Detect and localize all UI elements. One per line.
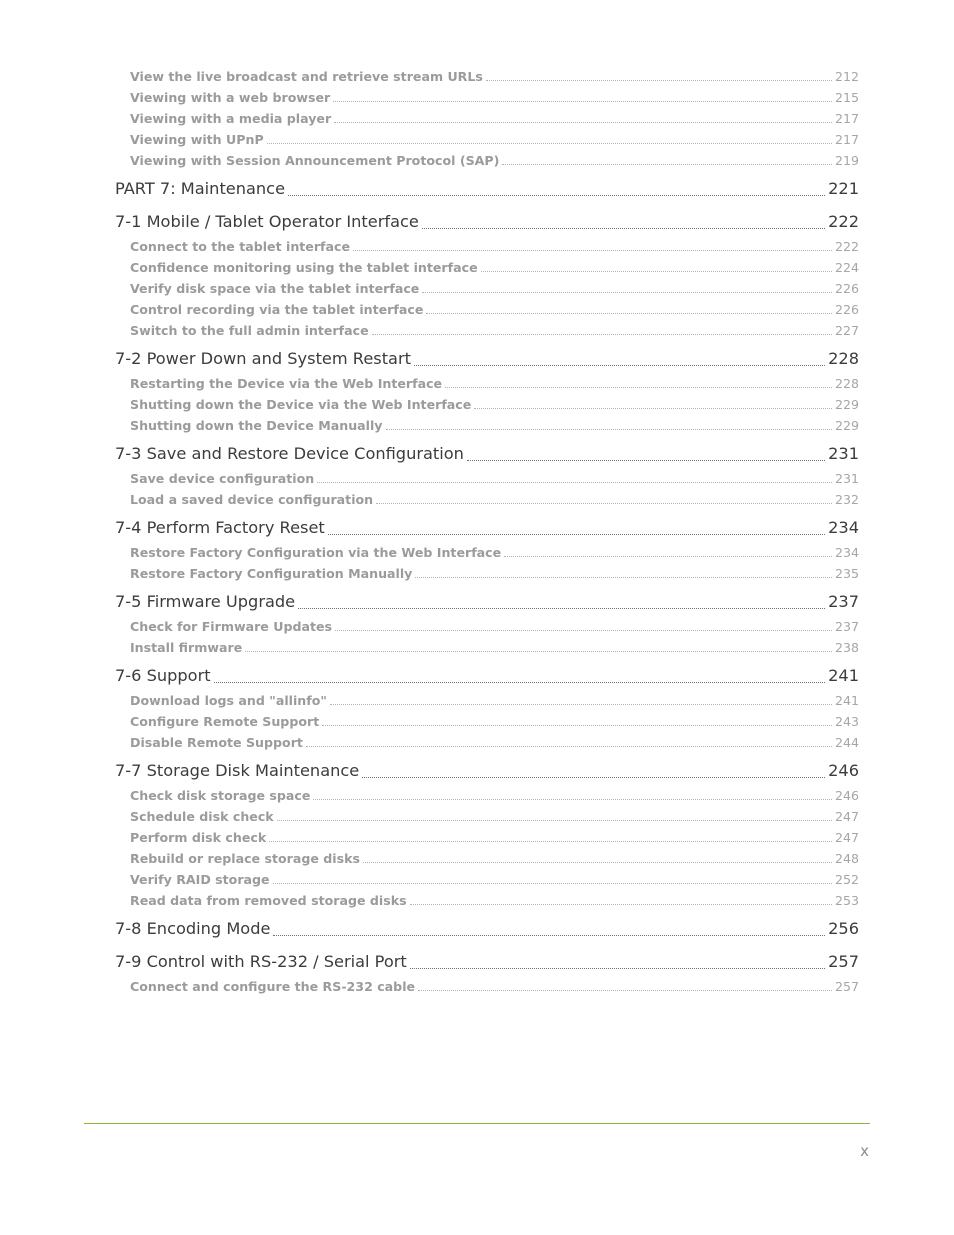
toc-entry-title: 7-3 Save and Restore Device Configuration [115,444,464,463]
toc-subsection-entry[interactable] [115,87,859,108]
dot-leader [288,172,825,205]
dot-leader [317,468,832,489]
dot-leader [328,511,825,544]
toc-subsection-entry[interactable] [115,489,859,510]
toc-subsection-entry[interactable] [115,299,859,320]
dot-leader [386,415,832,436]
toc-section-entry[interactable] [115,754,859,787]
dot-leader [335,616,832,637]
toc-entry-title: Read data from removed storage disks [130,893,407,908]
toc-entry-title: Check disk storage space [130,788,311,803]
toc-entry-page-number: 257 [828,952,859,971]
dot-leader [474,394,832,415]
dot-leader [415,563,832,584]
toc-section-entry[interactable] [115,912,859,945]
dot-leader [214,659,826,692]
toc-subsection-entry[interactable] [115,732,859,753]
toc-subsection-entry[interactable] [115,616,859,637]
toc-entry-title: View the live broadcast and retrieve stream URLs [130,69,483,84]
toc-entry-title: Check for Firmware Updates [130,619,333,634]
toc-entry-title: 7-2 Power Down and System Restart [115,349,411,368]
toc-entry-title: Save device configuration [130,471,315,486]
toc-subsection-entry[interactable] [115,637,859,658]
toc-entry-page-number: 227 [834,323,859,338]
toc-section-entry[interactable] [115,511,859,544]
toc-entry-title: Load a saved device configuration [130,492,374,507]
toc-entry-page-number: 237 [828,592,859,611]
dot-leader [486,66,832,87]
toc-entry-page-number: 219 [834,153,859,168]
toc-entry-page-number: 226 [834,281,859,296]
toc-entry-page-number: 248 [834,851,859,866]
dot-leader [277,806,832,827]
dot-leader [267,129,832,150]
toc-entry-page-number: 212 [834,69,859,84]
toc-entry-title: Control recording via the tablet interface [130,302,424,317]
dot-leader [467,437,825,470]
dot-leader [504,542,832,563]
toc-entry-title: Restore Factory Configuration Manually [130,566,413,581]
dot-leader [298,585,825,618]
toc-entry-title: 7-1 Mobile / Tablet Operator Interface [115,212,419,231]
toc-entry-page-number: 237 [834,619,859,634]
toc-entry-page-number: 232 [834,492,859,507]
dot-leader [481,257,832,278]
toc-entry-title: 7-4 Perform Factory Reset [115,518,325,537]
toc-entry-page-number: 252 [834,872,859,887]
dot-leader [245,637,832,658]
toc-entry-page-number: 217 [834,132,859,147]
toc-entry-page-number: 235 [834,566,859,581]
dot-leader [422,278,832,299]
toc-entry-title: Viewing with UPnP [130,132,264,147]
dot-leader [363,848,832,869]
toc-entry-title: Schedule disk check [130,809,274,824]
dot-leader [376,489,832,510]
toc-entry-page-number: 241 [834,693,859,708]
toc-entry-page-number: 228 [828,349,859,368]
toc-subsection-entry[interactable] [115,320,859,341]
dot-leader [306,732,832,753]
dot-leader [418,976,832,997]
toc-subsection-entry[interactable] [115,468,859,489]
toc-entry-page-number: 229 [834,397,859,412]
dot-leader [353,236,832,257]
toc-entry-title: Install firmware [130,640,243,655]
toc-section-entry[interactable] [115,172,859,205]
toc-entry-page-number: 243 [834,714,859,729]
dot-leader [414,342,825,375]
toc-subsection-entry[interactable] [115,976,859,997]
toc-subsection-entry[interactable] [115,236,859,257]
dot-leader [362,754,825,787]
page-number: x [860,1142,869,1160]
toc-subsection-entry[interactable] [115,890,859,911]
toc-entry-page-number: 224 [834,260,859,275]
footer-divider [84,1123,870,1124]
dot-leader [334,108,832,129]
toc-entry-title: Shutting down the Device via the Web Interface [130,397,472,412]
toc-entry-page-number: 222 [828,212,859,231]
toc-subsection-entry[interactable] [115,278,859,299]
toc-section-entry[interactable] [115,585,859,618]
toc-entry-page-number: 231 [834,471,859,486]
dot-leader [269,827,832,848]
toc-subsection-entry[interactable] [115,785,859,806]
dot-leader [426,299,832,320]
toc-entry-page-number: 217 [834,111,859,126]
toc-section-entry[interactable] [115,205,859,238]
toc-entry-page-number: 247 [834,809,859,824]
dot-leader [273,912,825,945]
toc-entry-title: Restarting the Device via the Web Interface [130,376,443,391]
toc-subsection-entry[interactable] [115,542,859,563]
toc-subsection-entry[interactable] [115,563,859,584]
toc-entry-page-number: 256 [828,919,859,938]
toc-entry-page-number: 246 [828,761,859,780]
toc-entry-title: Viewing with a web browser [130,90,331,105]
toc-subsection-entry[interactable] [115,690,859,711]
toc-entry-title: Configure Remote Support [130,714,320,729]
toc-entry-title: Verify RAID storage [130,872,270,887]
toc-entry-page-number: 228 [834,376,859,391]
toc-entry-page-number: 215 [834,90,859,105]
toc-subsection-entry[interactable] [115,394,859,415]
dot-leader [445,373,832,394]
toc-entry-page-number: 257 [834,979,859,994]
toc-entry-page-number: 234 [834,545,859,560]
toc-entry-page-number: 247 [834,830,859,845]
toc-entry-page-number: 234 [828,518,859,537]
toc-entry-title: Verify disk space via the tablet interface [130,281,420,296]
toc-section-entry[interactable] [115,945,859,978]
dot-leader [273,869,832,890]
toc-entry-page-number: 241 [828,666,859,685]
toc-entry-page-number: 231 [828,444,859,463]
toc-entry-title: 7-6 Support [115,666,211,685]
dot-leader [322,711,832,732]
toc-subsection-entry[interactable] [115,66,859,87]
toc-entry-title: Connect to the tablet interface [130,239,351,254]
toc-subsection-entry[interactable] [115,108,859,129]
toc-subsection-entry[interactable] [115,711,859,732]
toc-entry-title: Connect and configure the RS-232 cable [130,979,416,994]
toc-entry-title: Download logs and "allinfo" [130,693,327,708]
toc-subsection-entry[interactable] [115,827,859,848]
toc-entry-title: 7-9 Control with RS-232 / Serial Port [115,952,407,971]
toc-subsection-entry[interactable] [115,806,859,827]
dot-leader [330,690,832,711]
toc-entry-title: Restore Factory Configuration via the Web Interface [130,545,502,560]
toc-entry-title: Perform disk check [130,830,267,845]
toc-entry-title: 7-7 Storage Disk Maintenance [115,761,360,780]
toc-entry-title: Disable Remote Support [130,735,303,750]
toc-entry-title: Rebuild or replace storage disks [130,851,360,866]
dot-leader [410,945,825,978]
toc-entry-page-number: 253 [834,893,859,908]
toc-entry-page-number: 229 [834,418,859,433]
toc-entry-page-number: 222 [834,239,859,254]
toc-entry-title: 7-5 Firmware Upgrade [115,592,296,611]
toc-subsection-entry[interactable] [115,848,859,869]
dot-leader [410,890,832,911]
toc-entry-title: Switch to the full admin interface [130,323,369,338]
dot-leader [333,87,832,108]
toc-entry-title: 7-8 Encoding Mode [115,919,271,938]
toc-entry-page-number: 238 [834,640,859,655]
toc-entry-page-number: 244 [834,735,859,750]
toc-entry-page-number: 226 [834,302,859,317]
toc-entry-title: Viewing with a media player [130,111,332,126]
dot-leader [313,785,832,806]
toc-section-entry[interactable] [115,437,859,470]
dot-leader [422,205,825,238]
toc-entry-title: Confidence monitoring using the tablet interface [130,260,478,275]
toc-subsection-entry[interactable] [115,415,859,436]
toc-entry-title: Shutting down the Device Manually [130,418,383,433]
toc-subsection-entry[interactable] [115,373,859,394]
toc-entry-page-number: 221 [828,179,859,198]
toc-subsection-entry[interactable] [115,129,859,150]
toc-section-entry[interactable] [115,659,859,692]
dot-leader [372,320,832,341]
toc-subsection-entry[interactable] [115,150,859,171]
toc-subsection-entry[interactable] [115,257,859,278]
toc-entry-title: Viewing with Session Announcement Protocol (SAP) [130,153,500,168]
toc-section-entry[interactable] [115,342,859,375]
dot-leader [502,150,832,171]
toc-subsection-entry[interactable] [115,869,859,890]
toc-entry-title: PART 7: Maintenance [115,179,286,198]
toc-entry-page-number: 246 [834,788,859,803]
table-of-contents [115,66,859,997]
